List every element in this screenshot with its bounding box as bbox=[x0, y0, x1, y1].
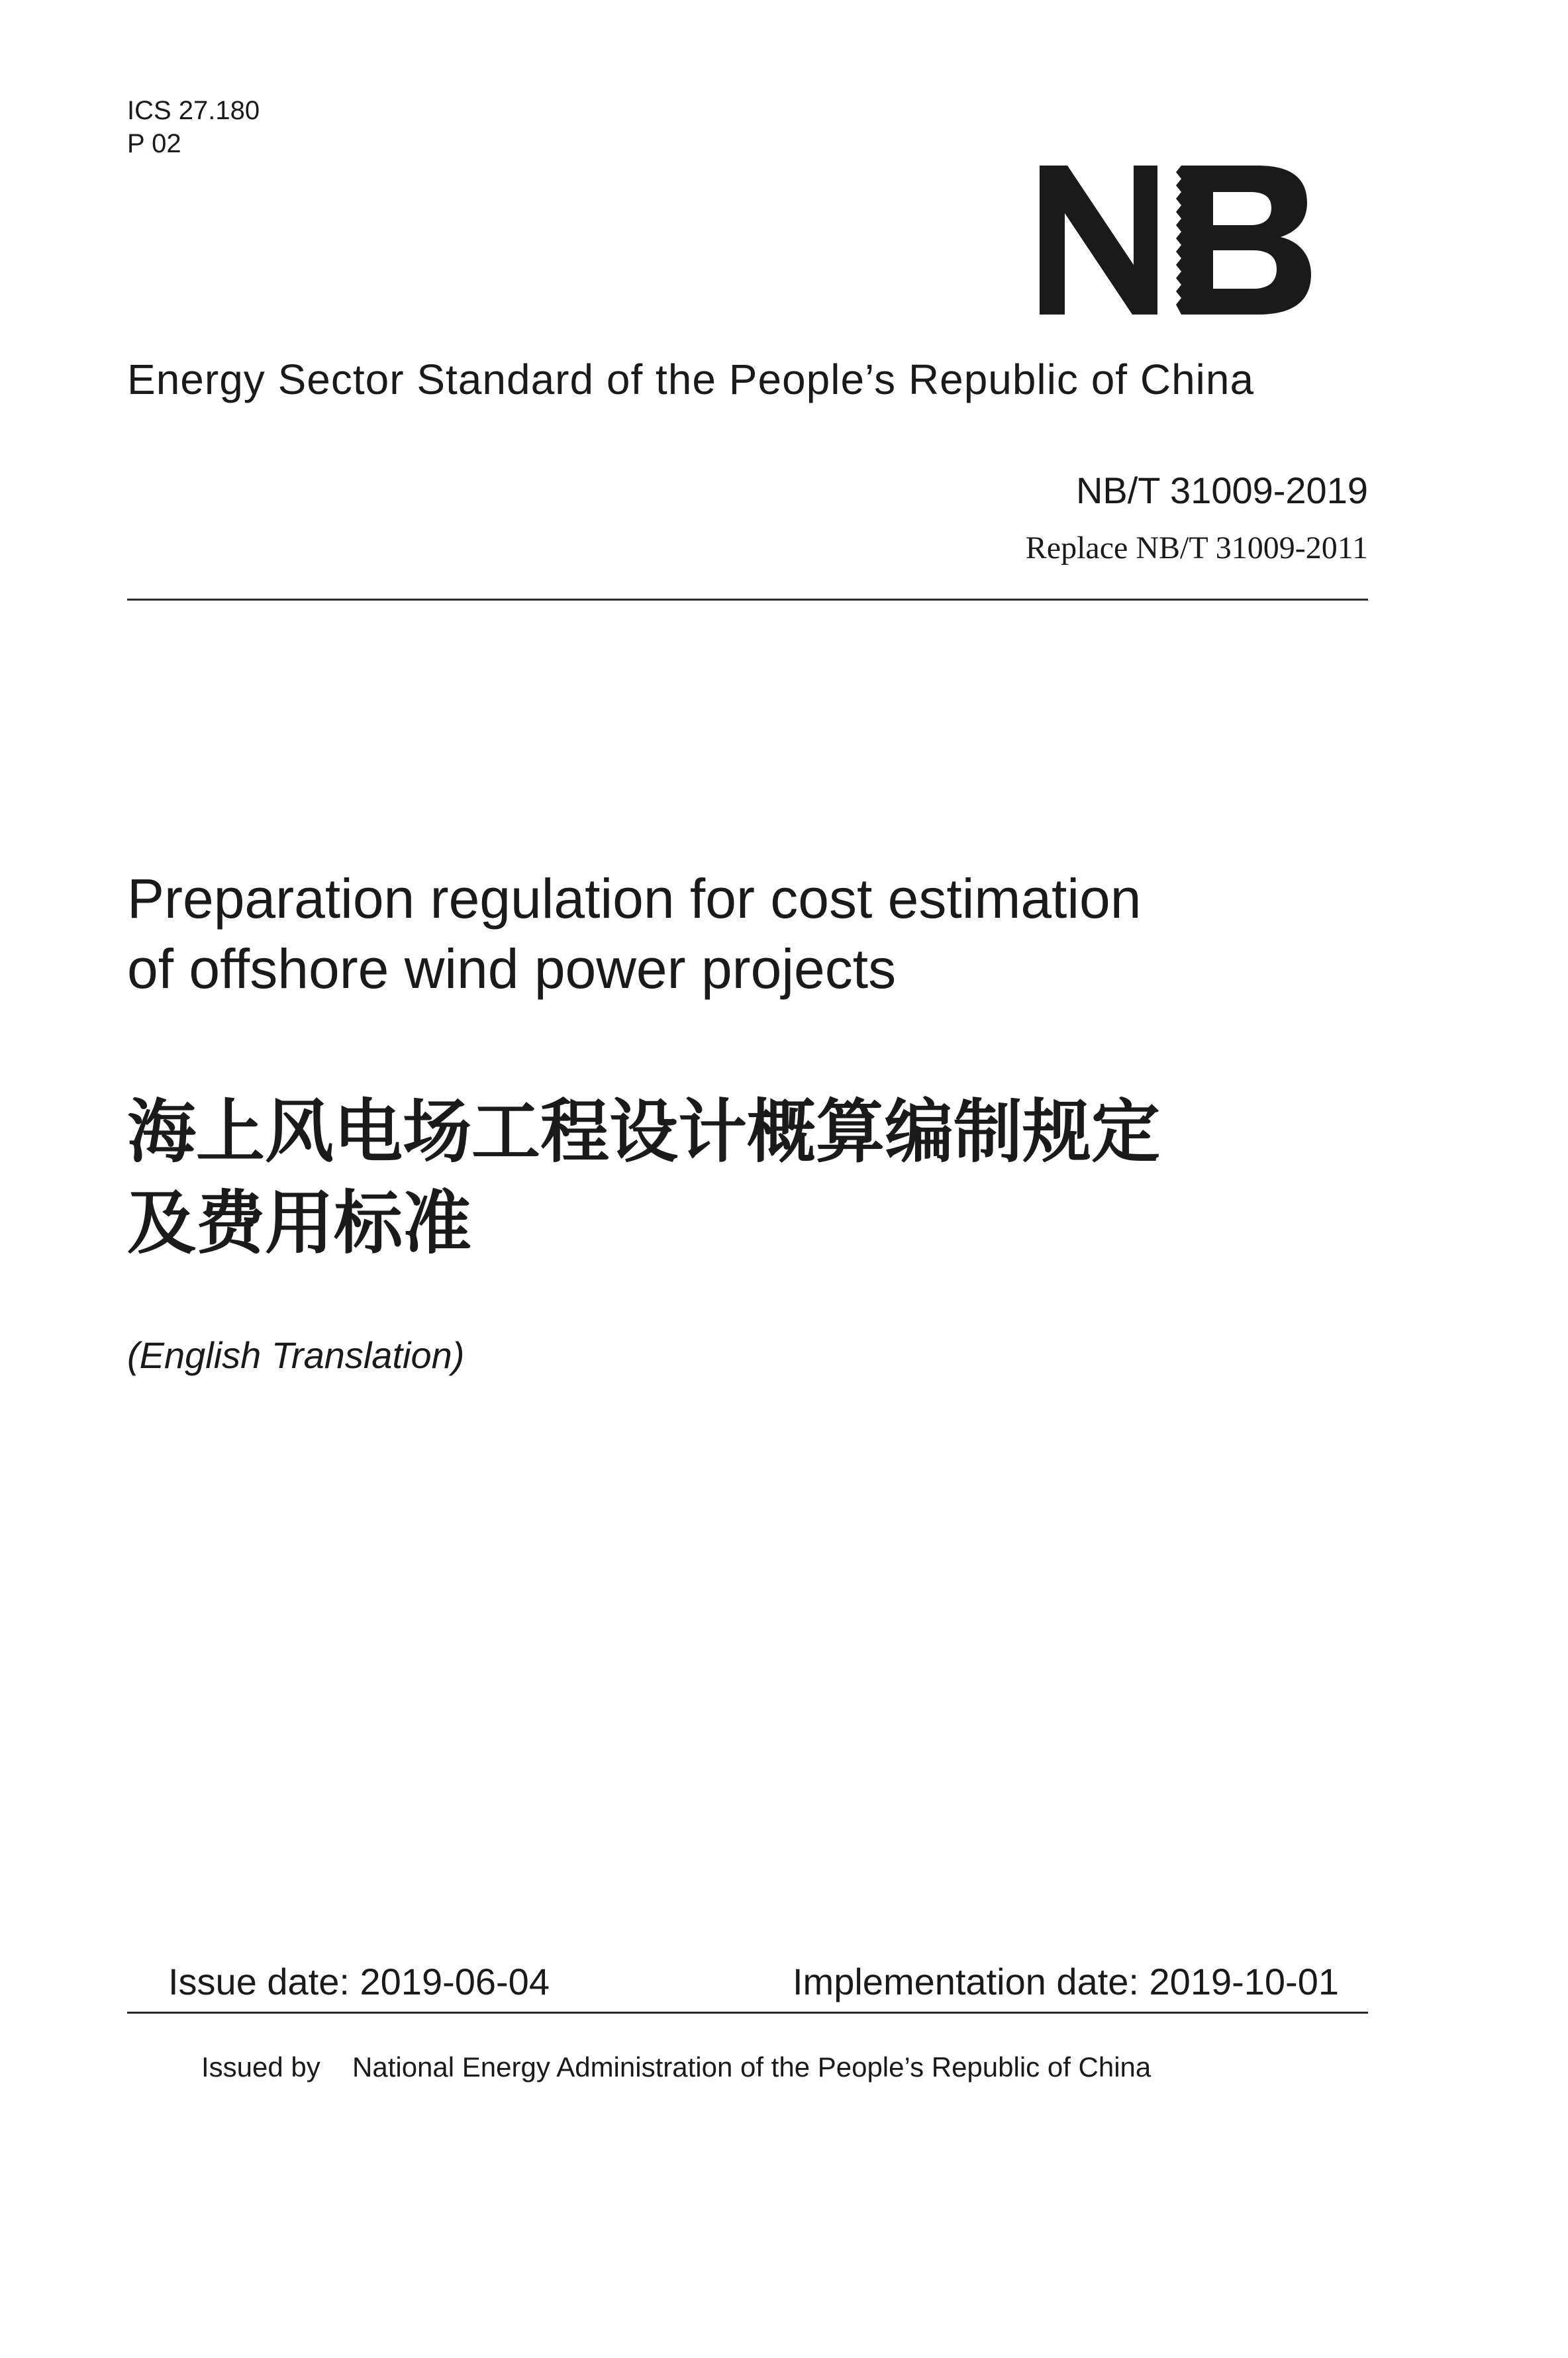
english-title-line-1: Preparation regulation for cost estimation bbox=[127, 867, 1142, 930]
ics-code: ICS 27.180 bbox=[127, 96, 260, 125]
issued-by-label: Issued by bbox=[201, 2051, 320, 2083]
replaces-standard: Replace NB/T 31009-2011 bbox=[1025, 530, 1368, 565]
chinese-title-line-2: 及费用标准 bbox=[127, 1183, 472, 1263]
header-divider bbox=[127, 599, 1368, 601]
ccs-code: P 02 bbox=[127, 129, 181, 158]
english-title-line-2: of offshore wind power projects bbox=[127, 938, 897, 1000]
footer-divider bbox=[127, 2012, 1368, 2014]
implementation-date: Implementation date: 2019-10-01 bbox=[793, 1961, 1339, 2002]
classification-block bbox=[127, 94, 260, 160]
sector-title: Energy Sector Standard of the People’s Republic of China bbox=[127, 356, 1255, 403]
chinese-title-line-1: 海上风电场工程设计概算编制规定 bbox=[127, 1091, 1161, 1172]
chinese-title bbox=[127, 1086, 1385, 1269]
nb-logo bbox=[1040, 166, 1311, 315]
issuer-name: National Energy Administration of the People’s Republic of China bbox=[352, 2051, 1152, 2083]
english-title bbox=[127, 863, 1385, 1004]
translation-note: (English Translation) bbox=[127, 1334, 465, 1376]
issue-date: Issue date: 2019-06-04 bbox=[168, 1961, 550, 2002]
standard-number: NB/T 31009-2019 bbox=[1075, 469, 1368, 511]
